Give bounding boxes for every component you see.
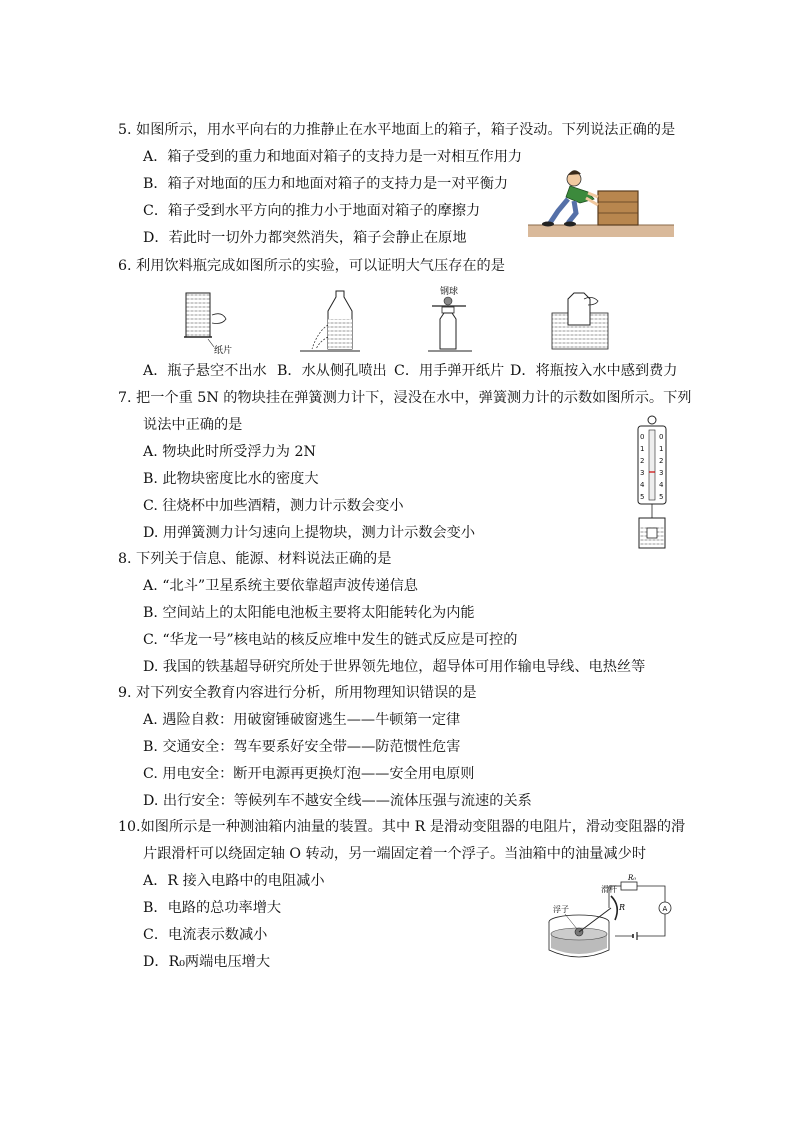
q10-option-d: D．R₀两端电压增大 [143, 954, 271, 970]
q9-stem: 9. 对下列安全教育内容进行分析，所用物理知识错误的是 [118, 685, 477, 701]
q10-stem-line2: 片跟滑杆可以绕固定轴 O 转动，另一端固定着一个浮子。当油箱中的油量减少时 [143, 846, 647, 862]
q7-stem-line2: 说法中正确的是 [143, 417, 243, 433]
q6-option-c: C．用手弹开纸片 [394, 363, 505, 379]
q6-stem: 6. 利用饮料瓶完成如图所示的实验，可以证明大气压存在的是 [118, 258, 505, 274]
q7-tick-right-0: 0 [659, 433, 664, 441]
q10-float-label: 浮子 [553, 905, 569, 914]
q7-tick-right-3: 3 [659, 469, 664, 477]
q6-figure-a [184, 293, 226, 347]
q6-ball-label: 钢球 [440, 287, 459, 297]
q9-option-c: C. 用电安全：断开电源再更换灯泡——安全用电原则 [143, 766, 475, 782]
q9-option-a: A. 遇险自救：用破窗锤破窗逃生——牛顿第一定律 [143, 712, 461, 728]
q7-tick-right-1: 1 [659, 445, 664, 453]
q8-option-b: B. 空间站上的太阳能电池板主要将太阳能转化为内能 [143, 605, 475, 621]
q7-option-b: B. 此物块密度比水的密度大 [143, 471, 319, 487]
q5-option-a: A．箱子受到的重力和地面对箱子的支持力是一对相互作用力 [143, 149, 523, 165]
q10-option-a: A．R 接入电路中的电阻减小 [143, 873, 325, 889]
q10-option-b: B．电路的总功率增大 [143, 900, 282, 916]
q7-tick-right-4: 4 [659, 481, 664, 489]
q7-tick-right-5: 5 [659, 493, 664, 501]
q10-ammeter-label: A [662, 905, 668, 913]
q5-stem: 5. 如图所示，用水平向右的力推静止在水平地面上的箱子，箱子没动。下列说法正确的是 [118, 122, 676, 138]
q7-spring-scale-figure [630, 414, 674, 550]
q6-option-d: D．将瓶按入水中感到费力 [510, 363, 678, 379]
q10-r-label: R [619, 903, 626, 912]
q7-tick-right-2: 2 [659, 457, 664, 465]
q6-bottle-experiments-figure [180, 285, 680, 357]
q9-option-b: B. 交通安全：驾车要系好安全带——防范惯性危害 [143, 739, 461, 755]
q10-stem-line1: 10.如图所示是一种测油箱内油量的装置。其中 R 是滑动变阻器的电阻片，滑动变阻器的滑 [118, 819, 686, 835]
q6-paper-label: 纸片 [214, 346, 233, 356]
q9-option-d: D. 出行安全：等候列车不越安全线——流体压强与流速的关系 [143, 793, 532, 809]
q10-oil-gauge-figure [545, 872, 679, 962]
q10-r0-label: R₀ [628, 874, 637, 882]
q7-tick-left-2: 2 [640, 457, 645, 465]
q7-tick-left-0: 0 [640, 433, 645, 441]
q7-tick-left-3: 3 [640, 469, 645, 477]
q10-rod-label: 滑杆 [601, 885, 617, 894]
q6-figure-b [300, 291, 360, 351]
q7-tick-left-5: 5 [640, 493, 645, 501]
q7-option-c: C. 往烧杯中加些酒精，测力计示数会变小 [143, 498, 404, 514]
q7-option-d: D. 用弹簧测力计匀速向上提物块，测力计示数会变小 [143, 525, 476, 541]
q5-option-b: B．箱子对地面的压力和地面对箱子的支持力是一对平衡力 [143, 176, 509, 192]
q5-option-c: C．箱子受到水平方向的推力小于地面对箱子的摩擦力 [143, 203, 481, 219]
q8-option-a: A. “北斗”卫星系统主要依靠超声波传递信息 [143, 578, 418, 594]
q10-option-c: C．电流表示数减小 [143, 927, 268, 943]
q6-option-a: A．瓶子悬空不出水 [143, 363, 267, 379]
q7-tick-left-1: 1 [640, 445, 645, 453]
q8-option-d: D. 我国的铁基超导研究所处于世界领先地位，超导体可用作输电导线、电热丝等 [143, 659, 646, 675]
q7-tick-left-4: 4 [640, 481, 645, 489]
q6-figure-d [552, 293, 608, 349]
q5-option-d: D．若此时一切外力都突然消失，箱子会静止在原地 [143, 230, 467, 246]
q7-option-a: A. 物块此时所受浮力为 2N [143, 444, 316, 460]
q8-option-c: C. “华龙一号”核电站的核反应堆中发生的链式反应是可控的 [143, 632, 518, 648]
q5-pushing-box-figure [528, 155, 674, 237]
q6-figure-c [428, 297, 472, 351]
q8-stem: 8. 下列关于信息、能源、材料说法正确的是 [118, 551, 392, 567]
q7-stem-line1: 7. 把一个重 5N 的物块挂在弹簧测力计下，浸没在水中，弹簧测力计的示数如图所示。下列 [118, 390, 692, 406]
q6-option-b: B．水从侧孔喷出 [277, 363, 387, 379]
